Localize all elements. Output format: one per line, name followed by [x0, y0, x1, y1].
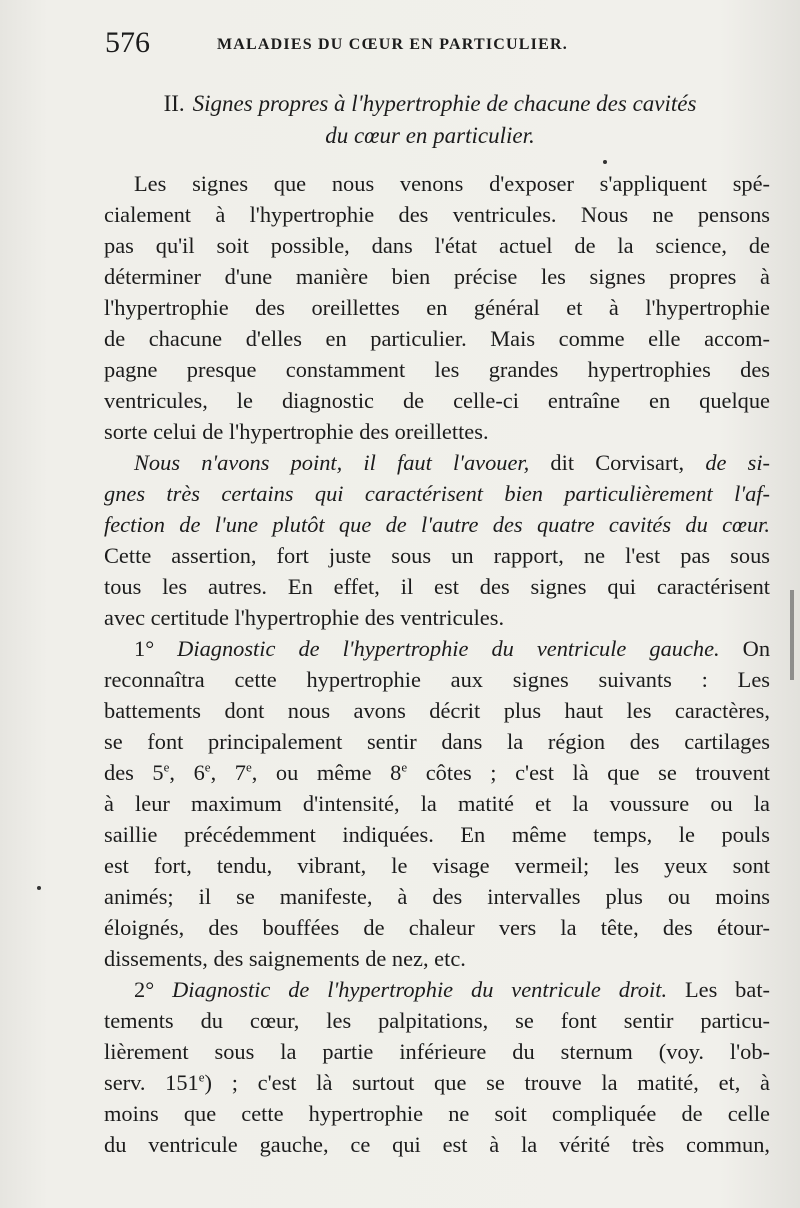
text-line-quote: gnes très certains qui caractérisent bien particulièrement l'af-	[104, 481, 770, 506]
text-line: l'hypertrophie des oreillettes en général et à l'hypertrophie	[104, 295, 770, 320]
text-line-quote	[104, 447, 770, 478]
superscript: e	[198, 1069, 205, 1085]
item-number: 1°	[134, 636, 178, 661]
running-head: MALADIES DU CŒUR EN PARTICULIER.	[217, 36, 568, 53]
text-fragment: côtes ; c'est là que se trouvent	[407, 760, 771, 785]
text-line: se font principalement sentir dans la région des cartilages	[104, 729, 770, 754]
text-line: du ventricule gauche, ce qui est à la vérité très commun,	[104, 1132, 770, 1157]
subheading: Diagnostic de l'hypertrophie du ventricule gauche.	[177, 636, 720, 661]
text-line: avec certitude l'hypertrophie des ventricules.	[104, 605, 505, 630]
item-number: 2°	[134, 977, 173, 1002]
text-line: Cette assertion, fort juste sous un rapport, ne l'est pas sous	[104, 543, 770, 568]
text-fragment: , 6	[169, 760, 205, 785]
text-fragment: Les bat-	[667, 977, 770, 1002]
text-line: moins que cette hypertrophie ne soit compliquée de celle	[104, 1101, 770, 1126]
ink-speck	[603, 160, 607, 164]
text-line: pas qu'il soit possible, dans l'état actuel de la science, de	[104, 233, 770, 258]
subheading: Diagnostic de l'hypertrophie du ventricule droit.	[172, 977, 668, 1002]
text-fragment: serv. 151	[104, 1070, 199, 1095]
page-header	[105, 26, 665, 66]
text-fragment: , ou même 8	[251, 760, 402, 785]
section-title	[100, 88, 760, 152]
section-number: II.	[163, 91, 185, 116]
section-title-line-1: Signes propres à l'hypertrophie de chacune des cavités	[192, 91, 697, 116]
text-line: tements du cœur, les palpitations, se font sentir particu-	[104, 1008, 770, 1033]
text-line-heading	[104, 633, 770, 664]
text-line: ventricules, le diagnostic de celle-ci entraîne en quelque	[104, 388, 770, 413]
quote-text: Nous n'avons point, il faut l'avouer,	[134, 450, 530, 475]
text-line: saillie précédemment indiquées. En même temps, le pouls	[104, 822, 770, 847]
text-fragment: On	[719, 636, 771, 661]
text-fragment: des 5	[104, 760, 164, 785]
superscript: e	[245, 759, 252, 775]
superscript: e	[204, 759, 211, 775]
text-line: déterminer d'une manière bien précise les signes propres à	[104, 264, 770, 289]
text-line: pagne presque constamment les grandes hypertrophies des	[104, 357, 770, 382]
quote-text: de si-	[705, 450, 770, 475]
text-line: animés; il se manifeste, à des intervalles plus ou moins	[104, 884, 770, 909]
text-line: Les signes que nous venons d'exposer s'appliquent spé-	[134, 171, 770, 196]
text-line: est fort, tendu, vibrant, le visage vermeil; les yeux sont	[104, 853, 770, 878]
page-edge-mark	[790, 590, 794, 680]
body-text	[104, 168, 770, 1160]
text-line-heading	[104, 974, 770, 1005]
text-line: dissements, des saignements de nez, etc.	[104, 946, 466, 971]
page-number: 576	[105, 26, 150, 59]
text-line: éloignés, des bouffées de chaleur vers la tête, des étour-	[104, 915, 770, 940]
text-line: battements dont nous avons décrit plus haut les caractères,	[104, 698, 770, 723]
text-fragment: ) ; c'est là surtout que se trouve la matité, et, à	[204, 1070, 770, 1095]
superscript: e	[163, 759, 170, 775]
text-line-quote: fection de l'une plutôt que de l'autre des quatre cavités du cœur.	[104, 512, 770, 537]
text-line: à leur maximum d'intensité, la matité et la voussure ou la	[104, 791, 770, 816]
text-line: lièrement sous la partie inférieure du sternum (voy. l'ob-	[104, 1039, 770, 1064]
ink-speck	[37, 886, 41, 890]
text-line: de chacune d'elles en particulier. Mais comme elle accom-	[104, 326, 770, 351]
text-line: reconnaîtra cette hypertrophie aux signes suivants : Les	[104, 667, 770, 692]
text-line: cialement à l'hypertrophie des ventricules. Nous ne pensons	[104, 202, 770, 227]
section-title-line-2: du cœur en particulier.	[325, 123, 535, 148]
text-line	[104, 1067, 770, 1098]
text-line: tous les autres. En effet, il est des signes qui caractérisent	[104, 574, 770, 599]
attribution: dit Corvisart,	[529, 450, 706, 475]
text-line: sorte celui de l'hypertrophie des oreillettes.	[104, 419, 489, 444]
superscript: e	[401, 759, 408, 775]
text-line	[104, 757, 770, 788]
text-fragment: , 7	[210, 760, 246, 785]
